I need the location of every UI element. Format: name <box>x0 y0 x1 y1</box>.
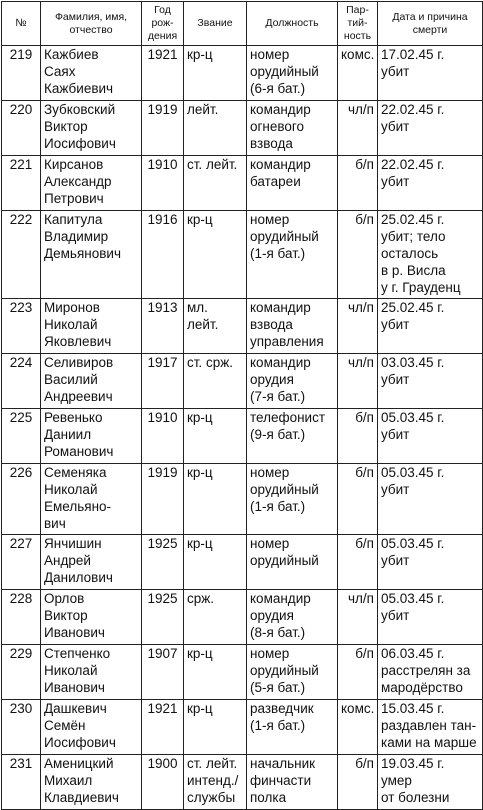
cell-year: 1900 <box>142 755 184 810</box>
cell-party: б/п <box>338 211 378 299</box>
cell-party: комс. <box>338 700 378 755</box>
header-name: Фамилия, имя, отчество <box>41 2 142 46</box>
cell-position: начальник финчасти полка <box>247 755 338 810</box>
cell-name: Зубковский Виктор Иосифович <box>41 101 142 156</box>
cell-position: номер орудийный (5-я бат.) <box>247 645 338 700</box>
table-row <box>2 156 483 211</box>
cell-position: номер орудийный (6-я бат.) <box>247 46 338 101</box>
cell-num: 225 <box>2 409 41 464</box>
cell-position: командир батареи <box>247 156 338 211</box>
cell-year: 1925 <box>142 535 184 590</box>
cell-position: разведчик (1-я бат.) <box>247 700 338 755</box>
table-row <box>2 645 483 700</box>
cell-death: 15.03.45 г. раздавлен тан- ками на марше <box>378 700 483 755</box>
cell-rank: кр-ц <box>184 409 247 464</box>
cell-name: Орлов Виктор Иванович <box>41 590 142 645</box>
cell-num: 219 <box>2 46 41 101</box>
cell-position: командир орудия (8-я бат.) <box>247 590 338 645</box>
cell-position: номер орудийный (1-я бат.) <box>247 211 338 299</box>
header-year: Год рож- дения <box>142 2 184 46</box>
cell-death: 05.03.45 г. убит <box>378 535 483 590</box>
cell-year: 1921 <box>142 46 184 101</box>
table-row <box>2 299 483 354</box>
cell-year: 1913 <box>142 299 184 354</box>
cell-party: б/п <box>338 464 378 535</box>
header-death: Дата и причина смерти <box>378 2 483 46</box>
table-row <box>2 755 483 810</box>
cell-name: Степченко Николай Иванович <box>41 645 142 700</box>
cell-year: 1925 <box>142 590 184 645</box>
cell-name: Кажбиев Саях Кажбиевич <box>41 46 142 101</box>
cell-name: Аменицкий Михаил Клавдиевич <box>41 755 142 810</box>
cell-year: 1919 <box>142 464 184 535</box>
cell-party: комс. <box>338 46 378 101</box>
table-row <box>2 535 483 590</box>
cell-rank: ст. срж. <box>184 354 247 409</box>
table-row <box>2 409 483 464</box>
table-header <box>2 2 483 46</box>
header-position: Должность <box>247 2 338 46</box>
cell-party: б/п <box>338 535 378 590</box>
cell-num: 221 <box>2 156 41 211</box>
cell-year: 1917 <box>142 354 184 409</box>
cell-party: б/п <box>338 156 378 211</box>
cell-num: 226 <box>2 464 41 535</box>
cell-year: 1919 <box>142 101 184 156</box>
cell-rank: кр-ц <box>184 46 247 101</box>
cell-num: 220 <box>2 101 41 156</box>
cell-year: 1921 <box>142 700 184 755</box>
cell-rank: мл. лейт. <box>184 299 247 354</box>
cell-death: 22.02.45 г. убит <box>378 156 483 211</box>
cell-num: 224 <box>2 354 41 409</box>
cell-name: Дашкевич Семён Иосифович <box>41 700 142 755</box>
cell-position: номер орудийный (1-я бат.) <box>247 464 338 535</box>
cell-rank: кр-ц <box>184 535 247 590</box>
cell-rank: срж. <box>184 590 247 645</box>
cell-name: Капитула Владимир Демьянович <box>41 211 142 299</box>
cell-rank: ст. лейт. <box>184 156 247 211</box>
cell-name: Кирсанов Александр Петрович <box>41 156 142 211</box>
table-row <box>2 46 483 101</box>
cell-death: 19.03.45 г. умер от болезни <box>378 755 483 810</box>
table-row <box>2 211 483 299</box>
table-row <box>2 464 483 535</box>
cell-name: Селивиров Василий Андреевич <box>41 354 142 409</box>
cell-year: 1910 <box>142 156 184 211</box>
cell-name: Ревенько Даниил Романович <box>41 409 142 464</box>
table-row <box>2 354 483 409</box>
cell-rank: кр-ц <box>184 211 247 299</box>
cell-party: б/п <box>338 645 378 700</box>
cell-position: командир огневого взвода <box>247 101 338 156</box>
cell-num: 222 <box>2 211 41 299</box>
table-body <box>2 46 483 810</box>
cell-num: 223 <box>2 299 41 354</box>
cell-rank: лейт. <box>184 101 247 156</box>
table-row <box>2 101 483 156</box>
cell-rank: кр-ц <box>184 464 247 535</box>
cell-num: 227 <box>2 535 41 590</box>
cell-position: командир орудия (7-я бат.) <box>247 354 338 409</box>
header-num: № <box>2 2 41 46</box>
cell-death: 06.03.45 г. расстрелян за мародёрство <box>378 645 483 700</box>
cell-party: б/п <box>338 409 378 464</box>
header-row <box>2 2 483 46</box>
table-row <box>2 700 483 755</box>
cell-name: Семеняка Николай Емельяно- вич <box>41 464 142 535</box>
cell-party: чл/п <box>338 590 378 645</box>
cell-death: 22.02.45 г. убит <box>378 101 483 156</box>
cell-year: 1910 <box>142 409 184 464</box>
cell-num: 231 <box>2 755 41 810</box>
cell-death: 25.02.45 г. убит; тело осталось в р. Висла у г. Грауденц <box>378 211 483 299</box>
cell-name: Миронов Николай Яковлевич <box>41 299 142 354</box>
cell-year: 1916 <box>142 211 184 299</box>
cell-num: 230 <box>2 700 41 755</box>
cell-party: чл/п <box>338 299 378 354</box>
cell-num: 228 <box>2 590 41 645</box>
cell-name: Янчишин Андрей Данилович <box>41 535 142 590</box>
cell-death: 17.02.45 г. убит <box>378 46 483 101</box>
cell-party: б/п <box>338 755 378 810</box>
cell-rank: кр-ц <box>184 645 247 700</box>
cell-rank: ст. лейт. интенд./ службы <box>184 755 247 810</box>
cell-death: 05.03.45 г. убит <box>378 464 483 535</box>
header-rank: Звание <box>184 2 247 46</box>
cell-year: 1907 <box>142 645 184 700</box>
cell-death: 03.03.45 г. убит <box>378 354 483 409</box>
cell-party: чл/п <box>338 101 378 156</box>
cell-position: номер орудийный <box>247 535 338 590</box>
cell-position: командир взвода управления <box>247 299 338 354</box>
casualty-table <box>1 1 483 810</box>
header-party: Пар- тий- ность <box>338 2 378 46</box>
cell-death: 25.02.45 г. убит <box>378 299 483 354</box>
cell-rank: кр-ц <box>184 700 247 755</box>
cell-party: чл/п <box>338 354 378 409</box>
table-row <box>2 590 483 645</box>
cell-position: телефонист (9-я бат.) <box>247 409 338 464</box>
cell-death: 05.03.45 г. убит <box>378 409 483 464</box>
cell-num: 229 <box>2 645 41 700</box>
cell-death: 05.03.45 г. убит <box>378 590 483 645</box>
